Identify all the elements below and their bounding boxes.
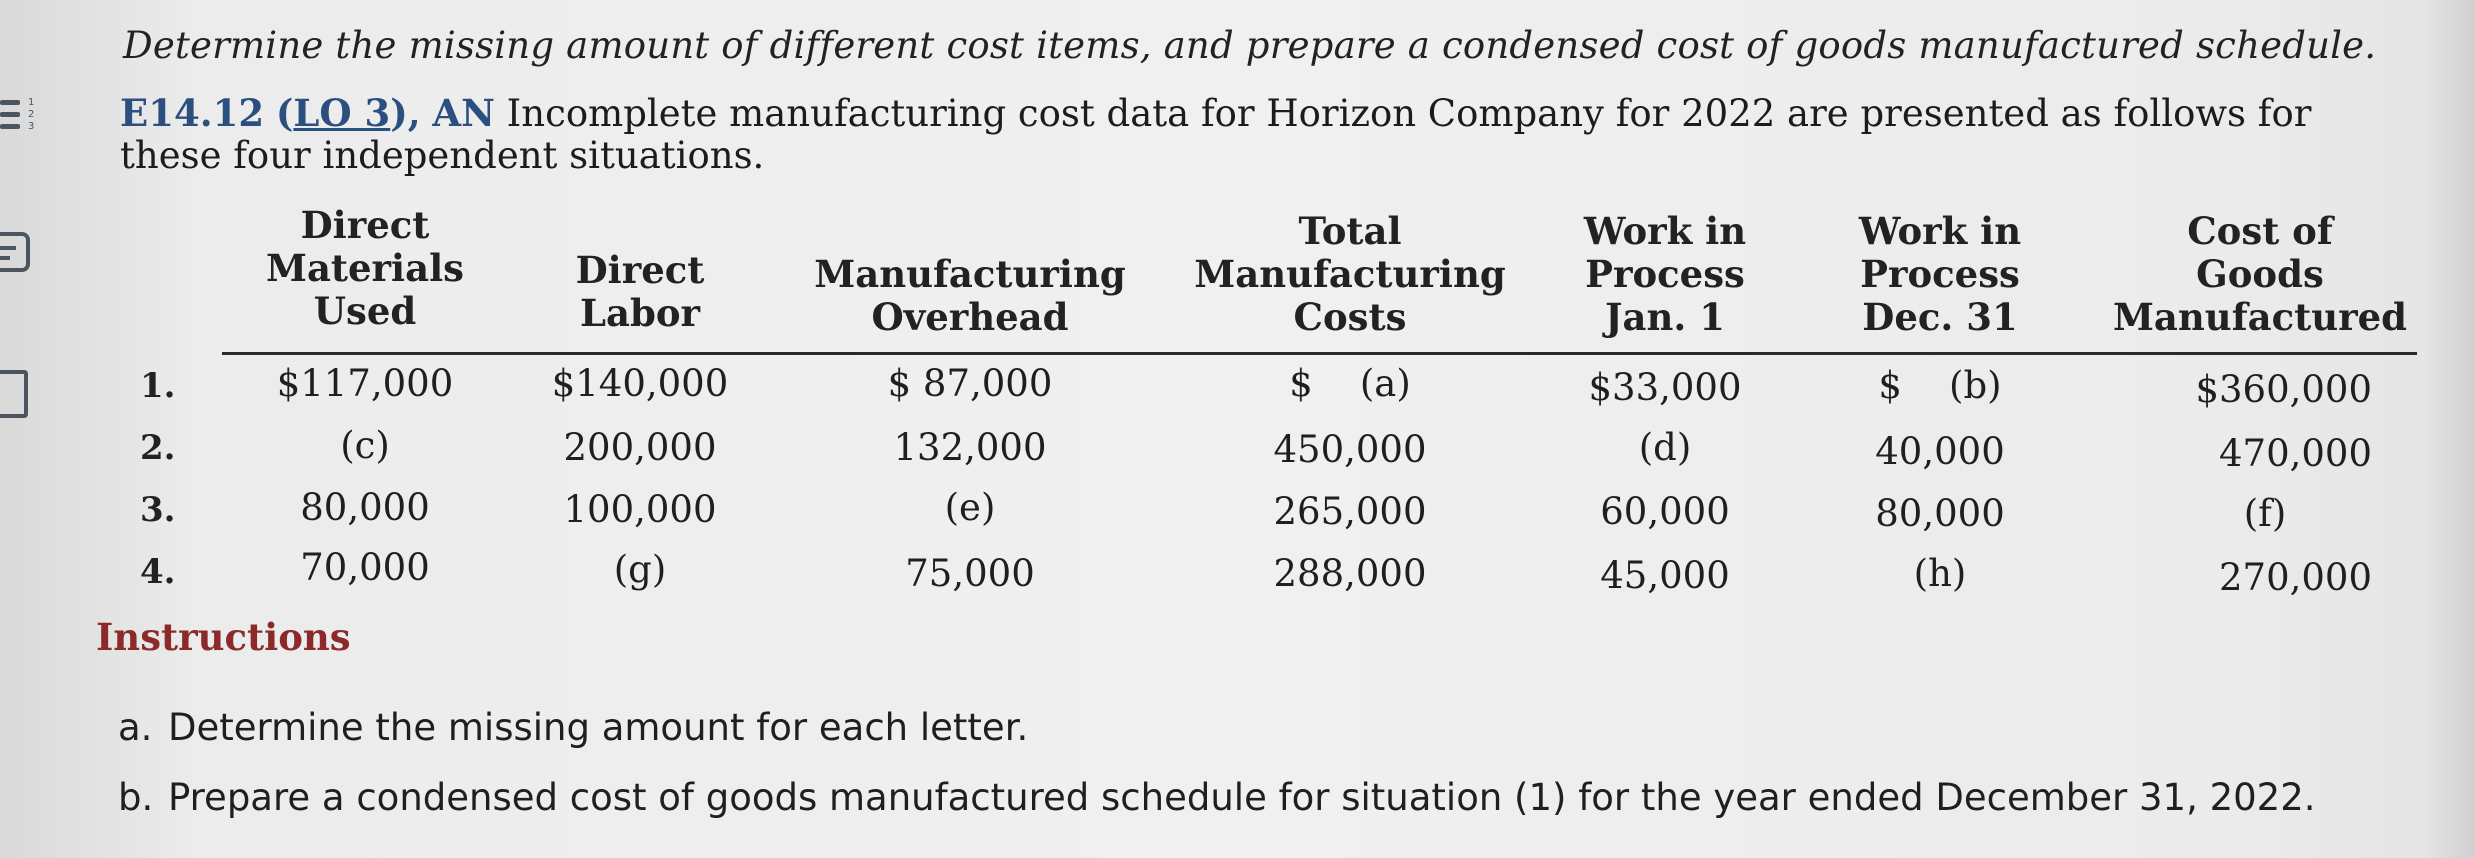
lo-open: ( bbox=[275, 91, 294, 135]
header-line: Work in bbox=[1583, 209, 1747, 253]
header-line: Direct bbox=[300, 203, 430, 247]
cell-direct-labor: (g) bbox=[613, 548, 667, 591]
cell-wip-dec-31: 40,000 bbox=[1875, 430, 2005, 473]
cell-total-manufacturing-costs: 288,000 bbox=[1273, 552, 1427, 595]
cell-wip-dec-31: 80,000 bbox=[1875, 492, 2005, 535]
cell-direct-materials: 70,000 bbox=[300, 546, 430, 589]
header-line: Labor bbox=[579, 291, 701, 335]
header-line: Work in bbox=[1858, 209, 2022, 253]
header-line: Jan. 1 bbox=[1605, 295, 1725, 339]
learning-objective-heading: Determine the missing amount of different cost items, and prepare a condensed cost of goods manufactured schedule. bbox=[123, 24, 2377, 67]
header-line: Goods bbox=[2196, 252, 2324, 296]
row-number: 4. bbox=[140, 552, 176, 592]
cell-cost-of-goods-manufactured: 470,000 bbox=[2218, 432, 2372, 475]
cell-wip-jan-1: $33,000 bbox=[1588, 366, 1742, 409]
header-line: Manufacturing bbox=[814, 252, 1126, 296]
instructions-title: Instructions bbox=[96, 615, 351, 659]
header-line: Direct bbox=[575, 248, 705, 292]
skill-tag: AN bbox=[432, 91, 495, 135]
cell-manufacturing-overhead: 75,000 bbox=[905, 552, 1035, 595]
row-number: 1. bbox=[140, 366, 176, 406]
cell-manufacturing-overhead: (e) bbox=[944, 486, 996, 529]
cell-cost-of-goods-manufactured: (f) bbox=[2243, 492, 2287, 535]
lo-close: ), bbox=[390, 91, 421, 135]
cell-wip-dec-31: $ (b) bbox=[1878, 364, 2002, 407]
numbered-list-icon bbox=[0, 98, 40, 148]
cell-direct-materials: (c) bbox=[340, 424, 390, 467]
header-direct-materials-used bbox=[250, 204, 480, 333]
book-icon bbox=[0, 370, 28, 418]
exercise-statement bbox=[120, 92, 2340, 177]
page-shadow bbox=[2425, 0, 2475, 858]
cell-manufacturing-overhead: $ 87,000 bbox=[887, 362, 1053, 405]
header-wip-jan-1 bbox=[1560, 210, 1770, 339]
cell-direct-labor: $140,000 bbox=[551, 362, 729, 405]
instruction-text: Determine the missing amount for each letter. bbox=[168, 706, 1029, 749]
header-line: Process bbox=[1860, 252, 2020, 296]
table-header-rule bbox=[222, 352, 2417, 355]
cell-direct-materials: $117,000 bbox=[276, 362, 454, 405]
list-digit: 3 bbox=[28, 121, 35, 132]
header-total-manufacturing-costs bbox=[1190, 210, 1510, 339]
cell-wip-jan-1: (d) bbox=[1638, 426, 1692, 469]
cell-direct-labor: 200,000 bbox=[563, 426, 717, 469]
header-line: Materials bbox=[266, 246, 464, 290]
cell-total-manufacturing-costs: 265,000 bbox=[1273, 490, 1427, 533]
exercise-text: Incomplete manufacturing cost data for Horizon Company for 2022 are presented as follows for these four independent situations. bbox=[120, 92, 2312, 177]
header-line: Used bbox=[313, 289, 417, 333]
cell-manufacturing-overhead: 132,000 bbox=[893, 426, 1047, 469]
instruction-item bbox=[118, 776, 2316, 819]
cell-wip-jan-1: 45,000 bbox=[1600, 554, 1730, 597]
header-cost-of-goods-manufactured bbox=[2110, 210, 2410, 339]
cell-wip-dec-31: (h) bbox=[1913, 552, 1967, 595]
cell-wip-jan-1: 60,000 bbox=[1600, 490, 1730, 533]
cell-total-manufacturing-costs: 450,000 bbox=[1273, 428, 1427, 471]
header-line: Manufactured bbox=[2112, 295, 2408, 339]
cell-direct-materials: 80,000 bbox=[300, 486, 430, 529]
cell-cost-of-goods-manufactured: $360,000 bbox=[2195, 368, 2372, 411]
header-direct-labor bbox=[545, 249, 735, 335]
header-line: Manufacturing bbox=[1194, 252, 1506, 296]
exercise-id: E14.12 bbox=[120, 91, 265, 135]
header-line: Total bbox=[1298, 209, 1402, 253]
row-number: 3. bbox=[140, 490, 176, 530]
cell-direct-labor: 100,000 bbox=[563, 488, 717, 531]
header-manufacturing-overhead bbox=[810, 253, 1130, 339]
instruction-item bbox=[118, 706, 1028, 749]
row-number: 2. bbox=[140, 428, 176, 468]
header-line: Costs bbox=[1293, 295, 1407, 339]
instruction-label: b. bbox=[118, 776, 154, 819]
list-digit: 1 bbox=[28, 97, 35, 108]
cell-cost-of-goods-manufactured: 270,000 bbox=[2218, 556, 2372, 599]
list-digit: 2 bbox=[28, 109, 35, 120]
header-line: Overhead bbox=[871, 295, 1069, 339]
header-wip-dec-31 bbox=[1830, 210, 2050, 339]
header-line: Dec. 31 bbox=[1862, 295, 2018, 339]
learning-objective-link[interactable]: LO 3 bbox=[293, 91, 391, 135]
cell-total-manufacturing-costs: $ (a) bbox=[1289, 362, 1411, 405]
header-line: Process bbox=[1585, 252, 1745, 296]
instruction-label: a. bbox=[118, 706, 153, 749]
instruction-text: Prepare a condensed cost of goods manufactured schedule for situation (1) for the year ended December 31, 2022. bbox=[168, 776, 2316, 819]
header-line: Cost of bbox=[2187, 209, 2333, 253]
note-icon bbox=[0, 232, 30, 272]
